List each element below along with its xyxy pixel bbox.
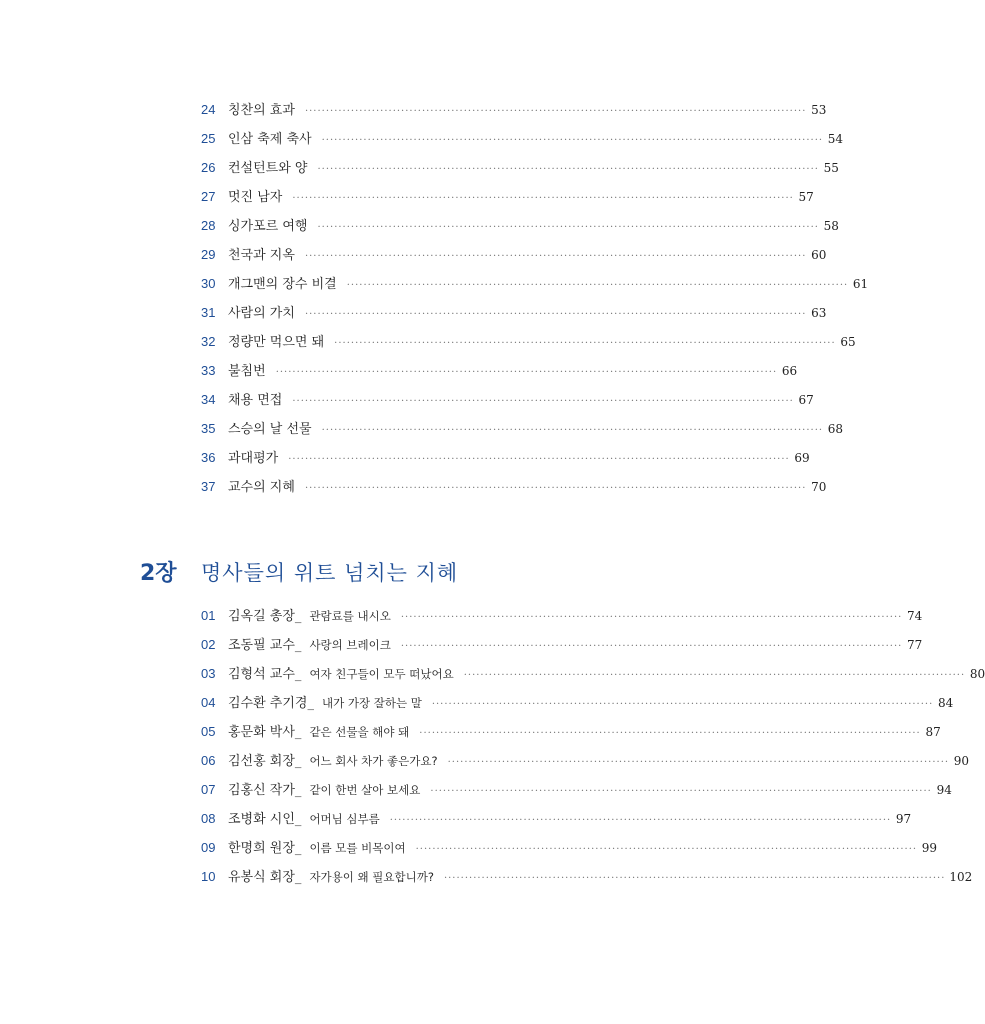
entry-page: 68 (827, 422, 844, 436)
entry-subtitle: 여자 친구들이 모두 떠났어요 (309, 667, 454, 681)
entry-page: 84 (938, 696, 954, 710)
entry-person: 홍문화 박사_ (228, 725, 302, 740)
toc-entry[interactable] (201, 862, 973, 891)
entry-page: 57 (798, 190, 814, 204)
entry-title: 개그맨의 장수 비결 (228, 277, 337, 292)
dot-leader: ························································································································ (288, 454, 790, 465)
entry-number: 10 (201, 869, 216, 884)
entry-title: 교수의 지혜 (228, 480, 295, 495)
toc-entry[interactable] (201, 746, 970, 775)
entry-title: 과대평가 (228, 451, 279, 466)
dot-leader: ························································································································ (400, 641, 903, 652)
toc-entry[interactable] (201, 775, 952, 804)
toc-list-part1 (201, 95, 869, 501)
dot-leader: ························································································································ (415, 844, 918, 855)
entry-number: 03 (201, 666, 216, 681)
entry-title: 싱가포르 여행 (228, 219, 308, 234)
entry-title: 천국과 지옥 (228, 248, 295, 263)
entry-page: 97 (895, 812, 912, 826)
chapter-title: 명사들의 위트 넘치는 지혜 (201, 561, 459, 585)
entry-number: 25 (201, 131, 216, 146)
entry-page: 54 (827, 132, 844, 146)
toc-entry[interactable] (201, 688, 954, 717)
entry-person: 조병화 시인_ (228, 812, 302, 827)
entry-number: 36 (201, 450, 216, 465)
entry-person: 김홍신 작가_ (228, 783, 302, 798)
dot-leader: ························································································································ (334, 338, 836, 349)
entry-subtitle: 내가 가장 잘하는 말 (321, 696, 422, 710)
entry-page: 66 (781, 364, 798, 378)
dot-leader: ························································································································ (419, 728, 921, 739)
entry-subtitle: 어느 회사 차가 좋은가요? (309, 754, 438, 768)
entry-number: 26 (201, 160, 216, 175)
toc-entry[interactable] (201, 298, 827, 327)
entry-page: 102 (949, 870, 973, 884)
entry-number: 01 (201, 608, 216, 623)
toc-entry[interactable] (201, 124, 844, 153)
entry-title: 인삼 축제 축사 (228, 132, 312, 147)
toc-entry[interactable] (201, 153, 839, 182)
entry-number: 02 (201, 637, 216, 652)
toc-entry[interactable] (201, 182, 814, 211)
entry-number: 06 (201, 753, 216, 768)
toc-entry[interactable] (201, 833, 938, 862)
entry-number: 04 (201, 695, 216, 710)
entry-number: 29 (201, 247, 216, 262)
entry-title: 불침번 (228, 364, 266, 379)
toc-entry[interactable] (201, 414, 844, 443)
toc-entry[interactable] (201, 240, 827, 269)
entry-number: 34 (201, 392, 216, 407)
dot-leader: ························································································································ (389, 815, 892, 826)
entry-person: 김옥길 총장_ (228, 609, 302, 624)
entry-number: 33 (201, 363, 216, 378)
toc-entry[interactable] (201, 804, 912, 833)
entry-page: 63 (811, 306, 827, 320)
entry-title: 컨설턴트와 양 (228, 161, 308, 176)
entry-title: 스승의 날 선물 (228, 422, 312, 437)
entry-title: 사람의 가치 (228, 306, 295, 321)
entry-page: 61 (852, 277, 869, 291)
dot-leader: ························································································································ (447, 757, 950, 768)
toc-entry[interactable] (201, 327, 856, 356)
entry-subtitle: 같이 한번 살아 보세요 (309, 783, 421, 797)
toc-entry[interactable] (201, 385, 814, 414)
dot-leader: ························································································································ (400, 612, 903, 623)
entry-page: 65 (840, 335, 856, 349)
entry-number: 30 (201, 276, 216, 291)
entry-subtitle: 관람료를 내시오 (309, 609, 391, 623)
dot-leader: ························································································································ (317, 164, 819, 175)
toc-entry[interactable] (201, 269, 869, 298)
entry-number: 09 (201, 840, 216, 855)
entry-page: 90 (953, 754, 970, 768)
dot-leader: ························································································································ (443, 873, 946, 884)
dot-leader: ························································································································ (346, 280, 849, 291)
entry-page: 99 (921, 841, 938, 855)
entry-page: 67 (798, 393, 814, 407)
entry-title: 정량만 먹으면 돼 (228, 335, 325, 350)
entry-number: 24 (201, 102, 216, 117)
entry-subtitle: 자가용이 왜 필요합니까? (309, 870, 434, 884)
entry-number: 28 (201, 218, 216, 233)
entry-number: 07 (201, 782, 216, 797)
entry-page: 77 (907, 638, 923, 652)
entry-page: 94 (936, 783, 952, 797)
entry-page: 55 (823, 161, 839, 175)
entry-page: 53 (811, 103, 827, 117)
toc-entry[interactable] (201, 356, 798, 385)
entry-page: 80 (969, 667, 985, 681)
entry-subtitle: 이름 모를 비목이여 (309, 841, 406, 855)
toc-entry[interactable] (201, 443, 810, 472)
entry-person: 한명희 원장_ (228, 841, 302, 856)
dot-leader: ························································································································ (321, 425, 824, 436)
entry-person: 조동필 교수_ (228, 638, 302, 653)
toc-entry[interactable] (201, 95, 827, 124)
toc-entry[interactable] (201, 630, 923, 659)
chapter-number: 2장 (140, 561, 177, 586)
dot-leader: ························································································································ (304, 106, 807, 117)
entry-page: 70 (811, 480, 827, 494)
dot-leader: ························································································································ (321, 135, 824, 146)
toc-entry[interactable] (201, 472, 827, 501)
entry-page: 60 (811, 248, 827, 262)
toc-list-part2 (201, 601, 985, 891)
entry-number: 27 (201, 189, 216, 204)
dot-leader: ························································································································ (304, 483, 807, 494)
dot-leader: ························································································································ (292, 396, 794, 407)
entry-page: 87 (925, 725, 941, 739)
entry-title: 멋진 남자 (228, 190, 283, 205)
entry-person: 유봉식 회장_ (228, 870, 302, 885)
entry-number: 31 (201, 305, 216, 320)
toc-entry[interactable] (201, 659, 985, 688)
dot-leader: ························································································································ (430, 786, 932, 797)
entry-number: 35 (201, 421, 216, 436)
entry-number: 08 (201, 811, 216, 826)
dot-leader: ························································································································ (317, 222, 819, 233)
entry-number: 32 (201, 334, 216, 349)
entry-person: 김선홍 회장_ (228, 754, 302, 769)
entry-number: 05 (201, 724, 216, 739)
entry-page: 74 (907, 609, 923, 623)
entry-title: 채용 면접 (228, 393, 283, 408)
dot-leader: ························································································································ (275, 367, 778, 378)
dot-leader: ························································································································ (304, 309, 807, 320)
dot-leader: ························································································································ (304, 251, 807, 262)
entry-number: 37 (201, 479, 216, 494)
dot-leader: ························································································································ (292, 193, 794, 204)
entry-person: 김수환 추기경_ (228, 696, 314, 711)
toc-entry[interactable] (201, 211, 839, 240)
dot-leader: ························································································································ (463, 670, 966, 681)
entry-subtitle: 사랑의 브레이크 (309, 638, 391, 652)
entry-title: 칭찬의 효과 (228, 103, 295, 118)
entry-subtitle: 같은 선물을 해야 돼 (309, 725, 410, 739)
entry-subtitle: 어머님 심부름 (309, 812, 380, 826)
dot-leader: ························································································································ (431, 699, 934, 710)
toc-entry[interactable] (201, 717, 941, 746)
entry-page: 69 (794, 451, 810, 465)
entry-person: 김형석 교수_ (228, 667, 302, 682)
toc-entry[interactable] (201, 601, 923, 630)
entry-page: 58 (823, 219, 839, 233)
chapter-heading (140, 556, 458, 587)
